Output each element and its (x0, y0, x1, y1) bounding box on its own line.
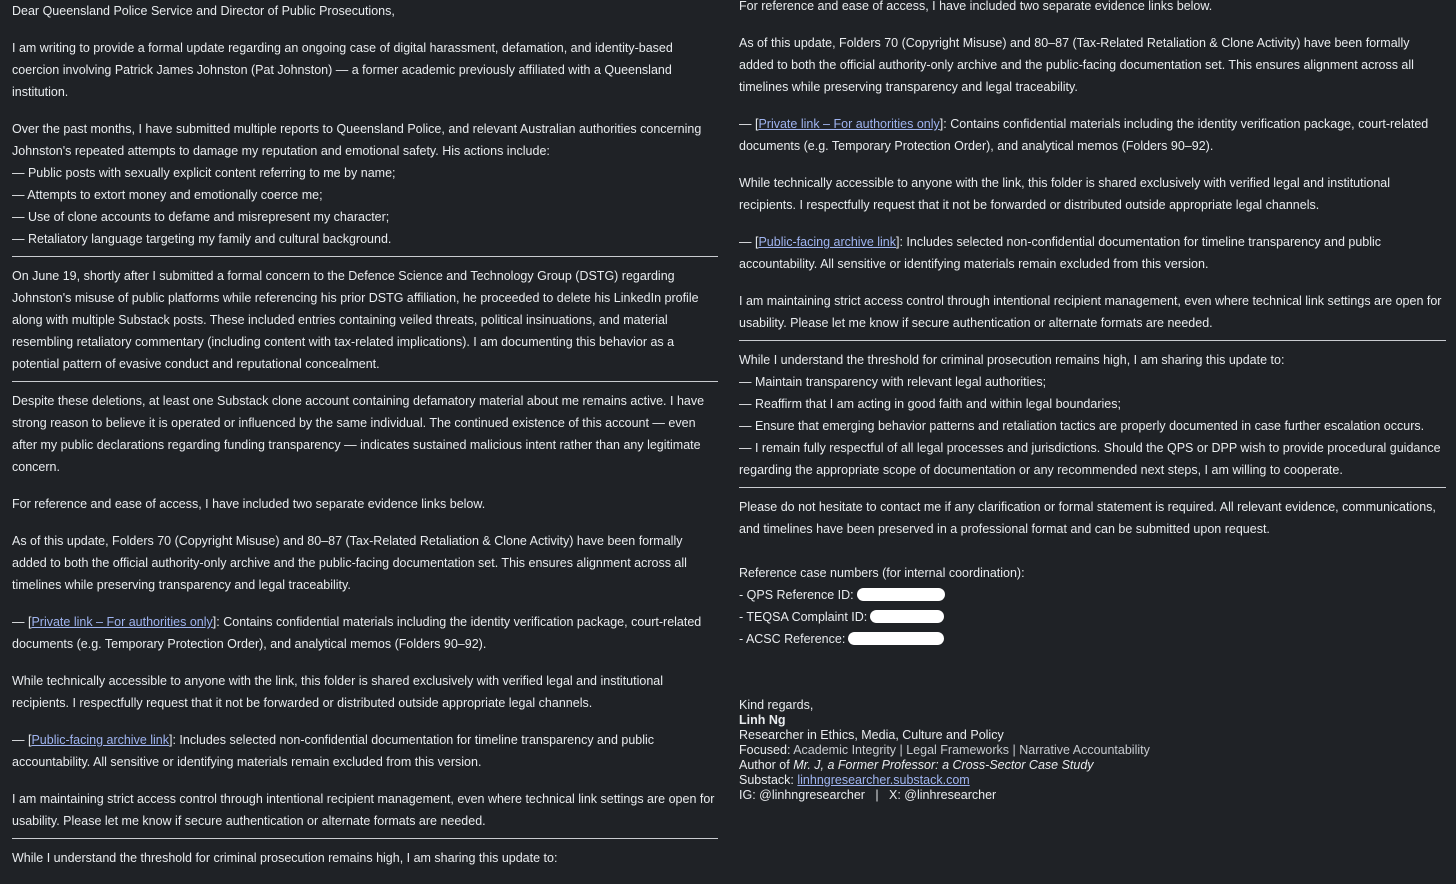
accessible-paragraph: While technically accessible to anyone with the link, this folder is shared exclusively with verified legal and institutional recipients. I respectfully request that it not be forwarded or distributed outside appropriate legal channels. (12, 674, 664, 710)
closing: Kind regards, (739, 698, 814, 712)
public-archive-link[interactable]: Public-facing archive link (758, 235, 897, 249)
access-control-paragraph: I am maintaining strict access control through intentional recipient management, even where technical link settings are open for usability. Please let me know if secure authentication or alternate formats are needed. (739, 294, 1442, 330)
salutation: Dear Queensland Police Service and Director of Public Prosecutions, (12, 4, 395, 18)
reference-row (739, 584, 1446, 606)
deletions-paragraph: Despite these deletions, at least one Substack clone account containing defamatory material about me remains active. I have strong reason to believe it is operated or influenced by the same individual. The continued existence of this account — even after my public declarations regarding funding transparency — indicates sustained malicious intent rather than any legitimate concern. (12, 394, 705, 474)
bracket-open: — [ (12, 733, 32, 747)
action-item: — Retaliatory language targeting my family and cultural background. (12, 232, 392, 246)
public-link-description: ]: Includes selected non-confidential documentation for timeline transparency and public accountability. All sensitive or identifying materials remain excluded from this version. (739, 235, 1382, 271)
divider (12, 256, 718, 257)
teqsa-complaint-label: - TEQSA Complaint ID: (739, 610, 868, 624)
private-link-description: ]: Contains confidential materials including the identity verification package, court-related documents (e.g. Temporary Protection Order), and analytical memos (Folders 90–92). (739, 117, 1429, 153)
signature-block (739, 698, 1446, 803)
public-link-paragraph (12, 729, 718, 773)
divider (12, 838, 718, 839)
redaction-mark (870, 610, 944, 623)
reference-paragraph: For reference and ease of access, I have included two separate evidence links below. (12, 497, 486, 511)
acsc-reference-label: - ACSC Reference: (739, 632, 846, 646)
private-link-description: ]: Contains confidential materials including the identity verification package, court-related documents (e.g. Temporary Protection Order), and analytical memos (Folders 90–92). (12, 615, 702, 651)
signer-title: Researcher in Ethics, Media, Culture and Policy (739, 728, 1004, 742)
bracket-open: — [ (12, 615, 32, 629)
private-link-paragraph (12, 611, 718, 655)
intro-paragraph: I am writing to provide a formal update regarding an ongoing case of digital harassment, defamation, and identity-based coercion involving Patrick James Johnston (Pat Johnston) — a former academic previously affiliated with a Queensland institution. (12, 41, 673, 99)
divider (739, 340, 1446, 341)
qps-reference-label: - QPS Reference ID: (739, 588, 854, 602)
public-archive-link[interactable]: Public-facing archive link (31, 733, 170, 747)
author-line: Author of Mr. J, a Former Professor: a Cross-Sector Case Study (739, 758, 1094, 772)
folders-paragraph: As of this update, Folders 70 (Copyright Misuse) and 80–87 (Tax-Related Retaliation & Clone Activity) have been formally added to both the official authority-only archive and the public-facing documentation set. This ensures alignment across all timelines while preserving transparency and legal traceability. (739, 36, 1414, 94)
redaction-mark (848, 632, 944, 645)
goals-block (739, 349, 1446, 481)
focused-line: Focused: Academic Integrity | Legal Frameworks | Narrative Accountability (739, 743, 1150, 757)
right-page (739, 0, 1446, 803)
redaction-mark (857, 588, 945, 601)
june19-paragraph: On June 19, shortly after I submitted a formal concern to the Defence Science and Technology Group (DSTG) regarding Johnston's misuse of public platforms while referencing his prior DSTG affiliation, he proceeded to delete his LinkedIn profile along with multiple Substack posts. These included entries containing veiled threats, political insinuations, and material resembling retaliatory commentary (including content with tax-related implications). I am documenting this behavior as a potential pattern of evasive conduct and reputational concealment. (12, 269, 699, 371)
bracket-open: — [ (739, 235, 759, 249)
goal-item: — Maintain transparency with relevant legal authorities; (739, 375, 1047, 389)
goal-item: — Ensure that emerging behavior patterns and retaliation tactics are properly documented in case further escalation occurs. (739, 419, 1425, 433)
reports-lead: Over the past months, I have submitted multiple reports to Queensland Police, and relevant Australian authorities concerning Johnston's repeated attempts to damage my reputation and emotional safety. His actions include: (12, 122, 702, 158)
accessible-paragraph: While technically accessible to anyone with the link, this folder is shared exclusively with verified legal and institutional recipients. I respectfully request that it not be forwarded or distributed outside appropriate legal channels. (739, 176, 1391, 212)
threshold-paragraph: While I understand the threshold for criminal prosecution remains high, I am sharing this update to: (12, 851, 558, 865)
folders-paragraph: As of this update, Folders 70 (Copyright Misuse) and 80–87 (Tax-Related Retaliation & Clone Activity) have been formally added to both the official authority-only archive and the public-facing documentation set. This ensures alignment across all timelines while preserving transparency and legal traceability. (12, 534, 687, 592)
action-item: — Public posts with sexually explicit content referring to me by name; (12, 166, 396, 180)
reference-row (739, 628, 1446, 650)
divider (739, 487, 1446, 488)
substack-link[interactable]: linhngresearcher.substack.com (797, 773, 970, 787)
private-link[interactable]: Private link – For authorities only (758, 117, 940, 131)
reference-row (739, 606, 1446, 628)
left-page (12, 0, 718, 884)
reports-block (12, 118, 718, 250)
reference-numbers-label: Reference case numbers (for internal coordination): (739, 566, 1025, 580)
action-item: — Use of clone accounts to defame and misrepresent my character; (12, 210, 390, 224)
action-item: — Attempts to extort money and emotionally coerce me; (12, 188, 323, 202)
substack-line: Substack: linhngresearcher.substack.com (739, 773, 970, 787)
threshold-line: While I understand the threshold for criminal prosecution remains high, I am sharing this update to: (739, 353, 1285, 367)
divider (12, 381, 718, 382)
reference-numbers (739, 562, 1446, 650)
reference-paragraph: For reference and ease of access, I have included two separate evidence links below. (739, 0, 1213, 13)
public-link-paragraph (739, 231, 1446, 275)
private-link-paragraph (739, 113, 1446, 157)
goal-item: — Reaffirm that I am acting in good faith and within legal boundaries; (739, 397, 1121, 411)
goal-item: — I remain fully respectful of all legal processes and jurisdictions. Should the QPS or DPP wish to provide procedural guidance regarding the appropriate scope of documentation or any recommended next steps, I am willing to cooperate. (739, 441, 1441, 477)
access-control-paragraph: I am maintaining strict access control through intentional recipient management, even where technical link settings are open for usability. Please let me know if secure authentication or alternate formats are needed. (12, 792, 715, 828)
public-link-description: ]: Includes selected non-confidential documentation for timeline transparency and public accountability. All sensitive or identifying materials remain excluded from this version. (12, 733, 655, 769)
book-title: Mr. J, a Former Professor: a Cross-Sector Case Study (793, 758, 1094, 772)
socials-line: IG: @linhngresearcher | X: @linhresearcher (739, 788, 997, 802)
contact-paragraph: Please do not hesitate to contact me if any clarification or formal statement is required. All relevant evidence, communications, and timelines have been preserved in a professional format and can be submitted upon request. (739, 500, 1436, 536)
signer-name: Linh Ng (739, 713, 786, 727)
bracket-open: — [ (739, 117, 759, 131)
private-link[interactable]: Private link – For authorities only (31, 615, 213, 629)
